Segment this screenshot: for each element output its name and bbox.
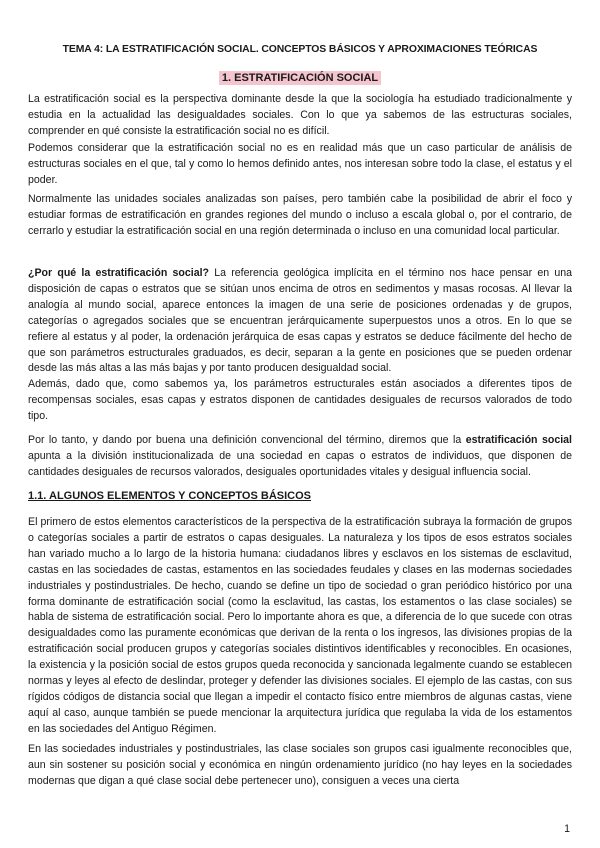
paragraph-4-lead: ¿Por qué la estratificación social? (28, 267, 210, 279)
section-heading-label: 1. ESTRATIFICACIÓN SOCIAL (219, 71, 381, 85)
paragraph-6-term: estratificación social (465, 434, 572, 446)
paragraph-4 (28, 266, 572, 377)
paragraph-2: Podemos considerar que la estratificación social no es en realidad más que un caso particular de análisis de estructuras sociales en el que, tal y como lo hemos definido antes, nos interesan sobre todo la clase, el estatus y el poder. (28, 142, 572, 186)
paragraph-3: Normalmente las unidades sociales analizadas son países, pero también cabe la posibilidad de abrir el foco y estudiar formas de estratificación en grandes regiones del mundo o incluso a escala global o, por el contrario, de cerrarlo y estudiar la estratificación social en una región determinada o incluso en una comunidad local particular. (28, 193, 572, 237)
section-heading (0, 68, 600, 86)
paragraph-8: En las sociedades industriales y postindustriales, las clase sociales son grupos casi igualmente reconocibles que, aun sin sostener su posición social y económica en ningún ordenamiento jurídico (no hay leyes en la sociedades modernas que digan a qué clase social debe pertenecer uno), consiguen a veces una cierta (28, 743, 572, 787)
paragraph-7: El primero de estos elementos característicos de la perspectiva de la estratificación subraya la formación de grupos o categorías sociales a partir de estratos o capas desiguales. La naturaleza y los tipos de esos estratos sociales han variado mucho a lo largo de la historia humana: ciudadanos libres y esclavos en los sistemas de esclavitud, castas en las sociedades de castas, estamentos en las sociedades feudales y clases en las modernas sociedades industriales y postindustriales. De hecho, cuando se define un tipo de sociedad o gran periódico histórico por una forma dominante de estratificación social (como la esclavitud, las castas, los estamentos o las clase sociales) se habla de sistema de estratificación social. Pero lo importante ahora es que, a diferencia de lo que sucede con otras desigualdades como las puramente económicas que derivan de la renta o los ingresos, las divisiones propias de la estratificación social producen grupos y categorías sociales distintivos identificables y reconocibles. En ocasiones, la existencia y la posición social de estos grupos queda reconocida y sancionada legalmente cuando se establecen normas y leyes al efecto de deslindar, proteger y defender las divisiones sociales. El ejemplo de las castas, con sus rígidos códigos de distancia social que llegan a impedir el contacto físico entre miembros de algunas castas, viene aquí al caso, aunque también se puede mencionar la arquitectura jurídica que regulaba la vida de los estamentos en las sociedades del Antiguo Régimen. (28, 516, 572, 735)
document-title: TEMA 4: LA ESTRATIFICACIÓN SOCIAL. CONCEPTOS BÁSICOS Y APROXIMACIONES TEÓRICAS (62, 44, 538, 55)
paragraph-6-part-b: apunta a la división institucionalizada de una sociedad en capas o estratos de individuos, que disponen de cantidades desiguales de recursos valorados, desiguales oportunidades vitales y desigual influencia social. (28, 449, 572, 478)
paragraph-5: Además, dado que, como sabemos ya, los parámetros estructurales están asociados a diferentes tipos de recompensas sociales, esas capas y estratos disponen de cantidades desiguales de recursos valorados de todo tipo. (28, 378, 572, 422)
paragraph-1: La estratificación social es la perspectiva dominante desde la que la sociología ha estudiado tradicionalmente y estudia en la actualidad las desigualdades sociales. Con lo que ya sabemos de las estructuras sociales, comprender en qué consiste la estratificación social no es difícil. (28, 93, 572, 137)
paragraph-6-part-a: Por lo tanto, y dando por buena una definición convencional del término, diremos que la (28, 434, 466, 446)
paragraph-4-body: La referencia geológica implícita en el término nos hace pensar en una disposición de capas o estratos que se sitúan unos encima de otros en sedimentos y masas rocosas. Al llevar la analogía al mundo social, aparece entonces la imagen de una serie de posiciones ordenadas y de grupos, categorías o agregados sociales que se encuentran jerárquicamente superpuestos unos a otros. En lo que se refiere al estatus y al poder, la ordenación jerárquica de esas capas y estratos se deduce fácilmente del hecho de que son parámetros estructurales graduados, es decir, separan a la gente en posiciones que se pueden ordenar desde las más altas a las más bajas y por tanto producen desigualdad social. (28, 267, 572, 375)
subsection-heading: 1.1. ALGUNOS ELEMENTOS Y CONCEPTOS BÁSICOS (28, 490, 312, 502)
page-number: 1 (564, 823, 570, 835)
paragraph-6 (28, 433, 572, 481)
